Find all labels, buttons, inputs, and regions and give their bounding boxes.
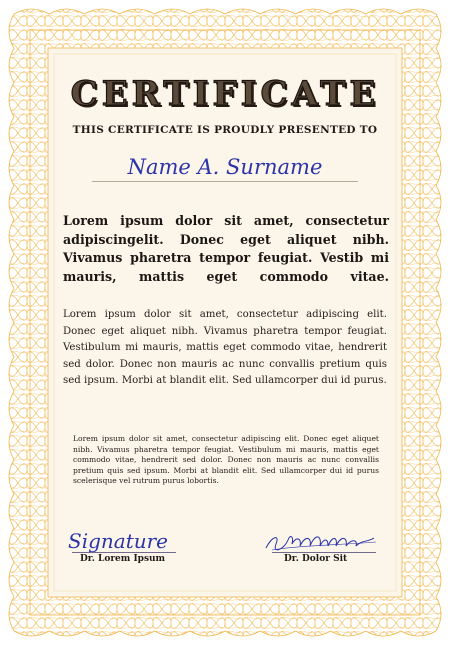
certificate-title: CERTIFICATE <box>70 74 380 114</box>
right-signature-handwriting <box>262 528 380 554</box>
recipient-name: Name A. Surname <box>127 155 323 179</box>
right-signature-line <box>272 552 376 553</box>
small-paragraph: Lorem ipsum dolor sit amet, consectetur adipiscing elit. Donec eget aliquet nibh. Vivamus pharetra tempor feugiat. Vestibulum mi mauris, mattis eget commodo vitae, hendrerit sed dolor. Donec non mauris ac nunc convallis pretium quis sed ipsum. Morbi at blandit elit. Sed ullamcorper dui id purus scelerisque vel rutrum purus lobortis. <box>73 434 379 486</box>
recipient-underline <box>92 181 358 182</box>
left-signatory-name: Dr. Lorem Ipsum <box>80 554 166 564</box>
left-signature-script: Signature <box>68 529 169 553</box>
left-signature-line <box>72 552 176 553</box>
bold-paragraph: Lorem ipsum dolor sit amet, consectetur adipiscingelit. Donec eget aliquet nibh. Vivamus pharetra tempor feugiat. Vestib mi mauris, mattis eget commodo vitae. <box>63 213 389 284</box>
right-signatory-name: Dr. Dolor Sit <box>284 554 348 564</box>
body-paragraph: Lorem ipsum dolor sit amet, consectetur adipiscing elit. Donec eget aliquet nibh. Vivamus pharetra tempor feugiat. Vestibulum mi mauris, mattis eget commodo vitae, hendrerit sed dolor. Donec non mauris ac nunc convallis pretium quis sed ipsum. Morbi at blandit elit. Sed ullamcorper dui id purus. <box>63 309 387 386</box>
presented-to-subtitle: THIS CERTIFICATE IS PROUDLY PRESENTED TO <box>72 124 378 136</box>
